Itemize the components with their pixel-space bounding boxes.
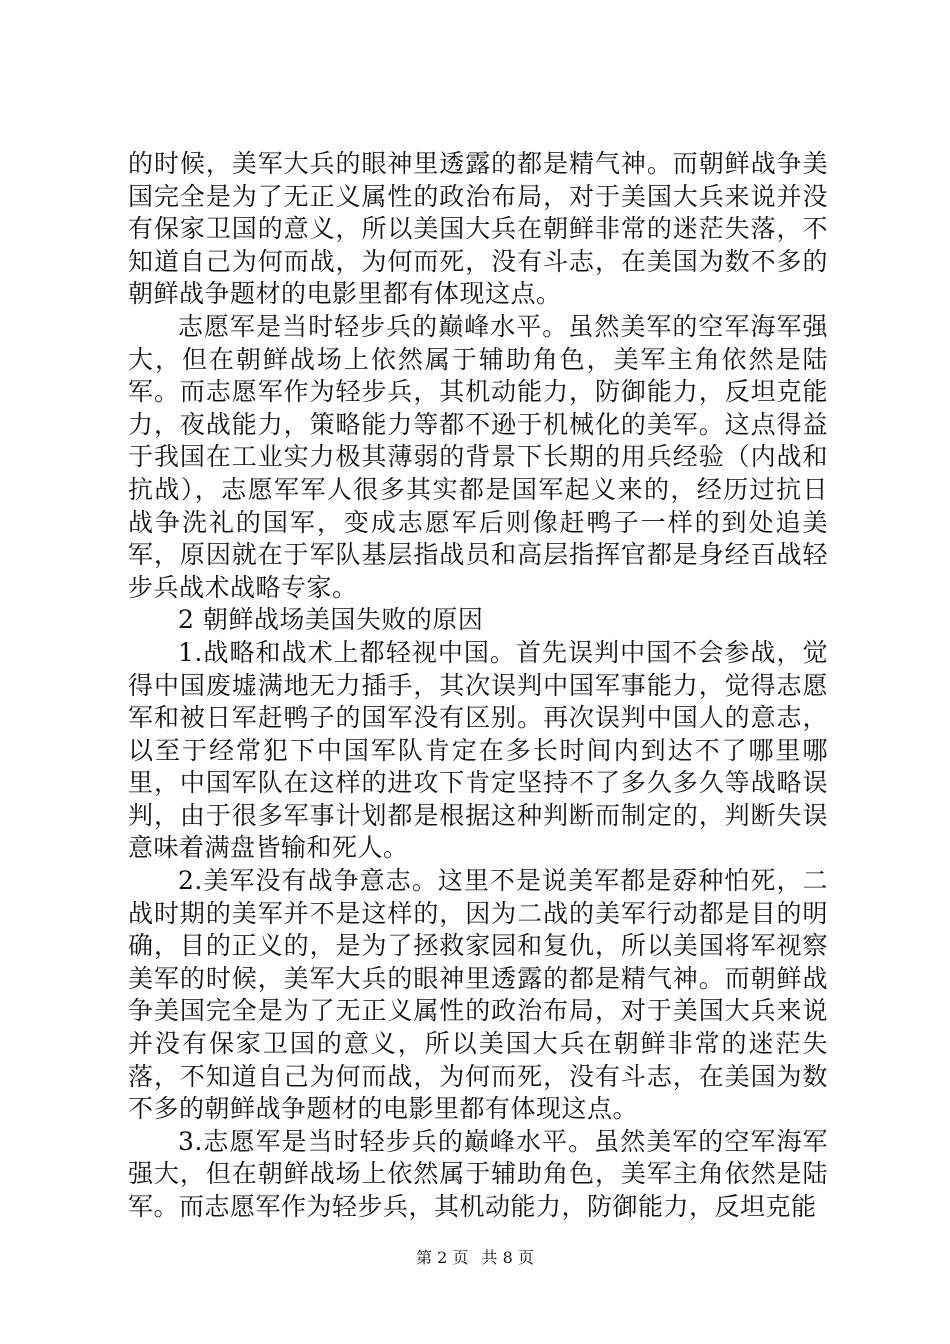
page-number: 第 2 页 xyxy=(416,1248,469,1267)
page-footer xyxy=(0,1245,950,1268)
paragraph-point-1: 1.战略和战术上都轻视中国。首先误判中国不会参战，觉得中国废墟满地无力插手，其次误判中国军事能力，觉得志愿军和被日军赶鸭子的国军没有区别。再次误判中国人的意志，以至于经常犯下中国军队肯定在多长时间内到达不了哪里哪里，中国军队在这样的进攻下肯定坚持不了多久多久等战略误判，由于很多军事计划都是根据这种判断而制定的，判断失误意味着满盘皆输和死人。 xyxy=(128,637,828,863)
paragraph-volunteer-army: 志愿军是当时轻步兵的巅峰水平。虽然美军的空军海军强大，但在朝鲜战场上依然属于辅助角色，美军主角依然是陆军。而志愿军作为轻步兵，其机动能力，防御能力，反坦克能力，夜战能力，策略能力等都不逊于机械化的美军。这点得益于我国在工业实力极其薄弱的背景下长期的用兵经验（内战和抗战），志愿军军人很多其实都是国军起义来的，经历过抗日战争洗礼的国军，变成志愿军后则像赶鸭子一样的到处追美军，原因就在于军队基层指战员和高层指挥官都是身经百战轻步兵战术战略专家。 xyxy=(128,311,828,602)
paragraph-continuation: 的时候，美军大兵的眼神里透露的都是精气神。而朝鲜战争美国完全是为了无正义属性的政治布局，对于美国大兵来说并没有保家卫国的意义，所以美国大兵在朝鲜非常的迷茫失落，不知道自己为何而战，为何而死，没有斗志，在美国为数不多的朝鲜战争题材的电影里都有体现这点。 xyxy=(128,149,828,309)
page-total: 共 8 页 xyxy=(481,1248,534,1267)
document-body xyxy=(128,148,828,1224)
paragraph-point-3: 3.志愿军是当时轻步兵的巅峰水平。虽然美军的空军海军强大，但在朝鲜战场上依然属于辅助角色，美军主角依然是陆军。而志愿军作为轻步兵，其机动能力，防御能力，反坦克能 xyxy=(128,1126,828,1221)
paragraph-point-2: 2.美军没有战争意志。这里不是说美军都是孬种怕死，二战时期的美军并不是这样的，因为二战的美军行动都是目的明确，目的正义的，是为了拯救家园和复仇，所以美国将军视察美军的时候，美军大兵的眼神里透露的都是精气神。而朝鲜战争美国完全是为了无正义属性的政治布局，对于美国大兵来说并没有保家卫国的意义，所以美国大兵在朝鲜非常的迷茫失落，不知道自己为何而战，为何而死，没有斗志，在美国为数不多的朝鲜战争题材的电影里都有体现这点。 xyxy=(128,866,828,1124)
section-heading: 2 朝鲜战场美国失败的原因 xyxy=(178,605,484,635)
